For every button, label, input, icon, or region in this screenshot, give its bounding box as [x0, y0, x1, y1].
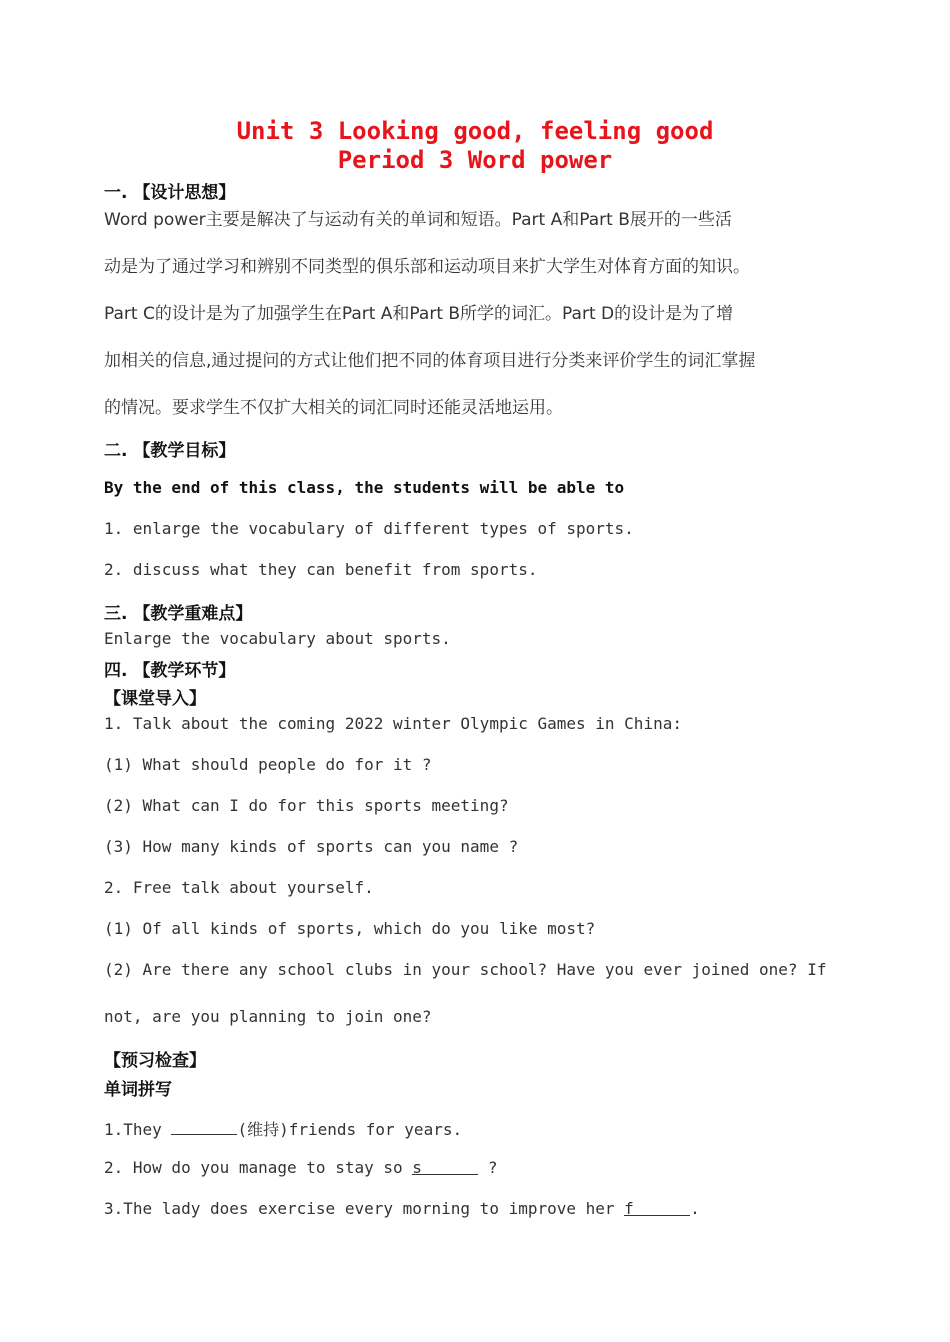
answer-blank[interactable] [171, 1118, 237, 1135]
question-text: (维持)friends for years. [237, 1120, 463, 1139]
answer-blank[interactable] [412, 1158, 478, 1175]
lead-in-line: 2. Free talk about yourself. [104, 878, 374, 897]
section4-heading: 四. 【教学环节】 [104, 661, 236, 681]
question-text: ? [478, 1158, 498, 1177]
section1-para-line: 的情况。要求学生不仅扩大相关的词汇同时还能灵活地运用。 [104, 398, 563, 418]
section1-para-line: 加相关的信息,通过提问的方式让他们把不同的体育项目进行分类来评价学生的词汇掌握 [104, 351, 756, 371]
objectives-intro: By the end of this class, the students will be able to [104, 478, 625, 497]
lead-in-line: (3) How many kinds of sports can you name ? [104, 837, 519, 856]
section2-heading: 二. 【教学目标】 [104, 441, 236, 461]
lead-in-line: (2) Are there any school clubs in your school? Have you ever joined one? If [104, 960, 827, 979]
section1-para-line: Word power主要是解决了与运动有关的单词和短语。Part A和Part B展开的一些活 [104, 210, 732, 230]
spelling-heading: 单词拼写 [104, 1080, 172, 1100]
section1-para-line: 动是为了通过学习和辨别不同类型的俱乐部和运动项目来扩大学生对体育方面的知识。 [104, 257, 750, 277]
spelling-question-3 [104, 1199, 700, 1218]
hint-letter: s [412, 1158, 422, 1177]
spelling-question-1 [104, 1117, 462, 1140]
question-text: 2. How do you manage to stay so [104, 1158, 413, 1177]
lead-in-line: not, are you planning to join one? [104, 1007, 432, 1026]
section3-heading: 三. 【教学重难点】 [104, 604, 253, 624]
section1-para-line: Part C的设计是为了加强学生在Part A和Part B所学的词汇。Part D的设计是为了增 [104, 304, 734, 324]
hint-letter: f [624, 1199, 634, 1218]
question-text: 3.The lady does exercise every morning to improve her [104, 1199, 625, 1218]
lead-in-line: (1) What should people do for it ? [104, 755, 432, 774]
objective-item: 2. discuss what they can benefit from sports. [104, 560, 538, 579]
title-line-1: Unit 3 Looking good, feeling good [236, 117, 714, 145]
spelling-question-2 [104, 1158, 498, 1177]
title-line-2: Period 3 Word power [337, 146, 613, 174]
lead-in-line: (2) What can I do for this sports meeting? [104, 796, 509, 815]
objective-item: 1. enlarge the vocabulary of different types of sports. [104, 519, 634, 538]
question-text: 1.They [104, 1120, 172, 1139]
lead-in-heading: 【课堂导入】 [104, 689, 206, 709]
section1-heading: 一. 【设计思想】 [104, 183, 236, 203]
lead-in-line: (1) Of all kinds of sports, which do you like most? [104, 919, 596, 938]
preview-heading: 【预习检查】 [104, 1051, 206, 1071]
key-point-text: Enlarge the vocabulary about sports. [104, 629, 451, 648]
lead-in-line: 1. Talk about the coming 2022 winter Olympic Games in China: [104, 714, 682, 733]
answer-blank[interactable] [624, 1199, 690, 1216]
question-text: . [690, 1199, 700, 1218]
